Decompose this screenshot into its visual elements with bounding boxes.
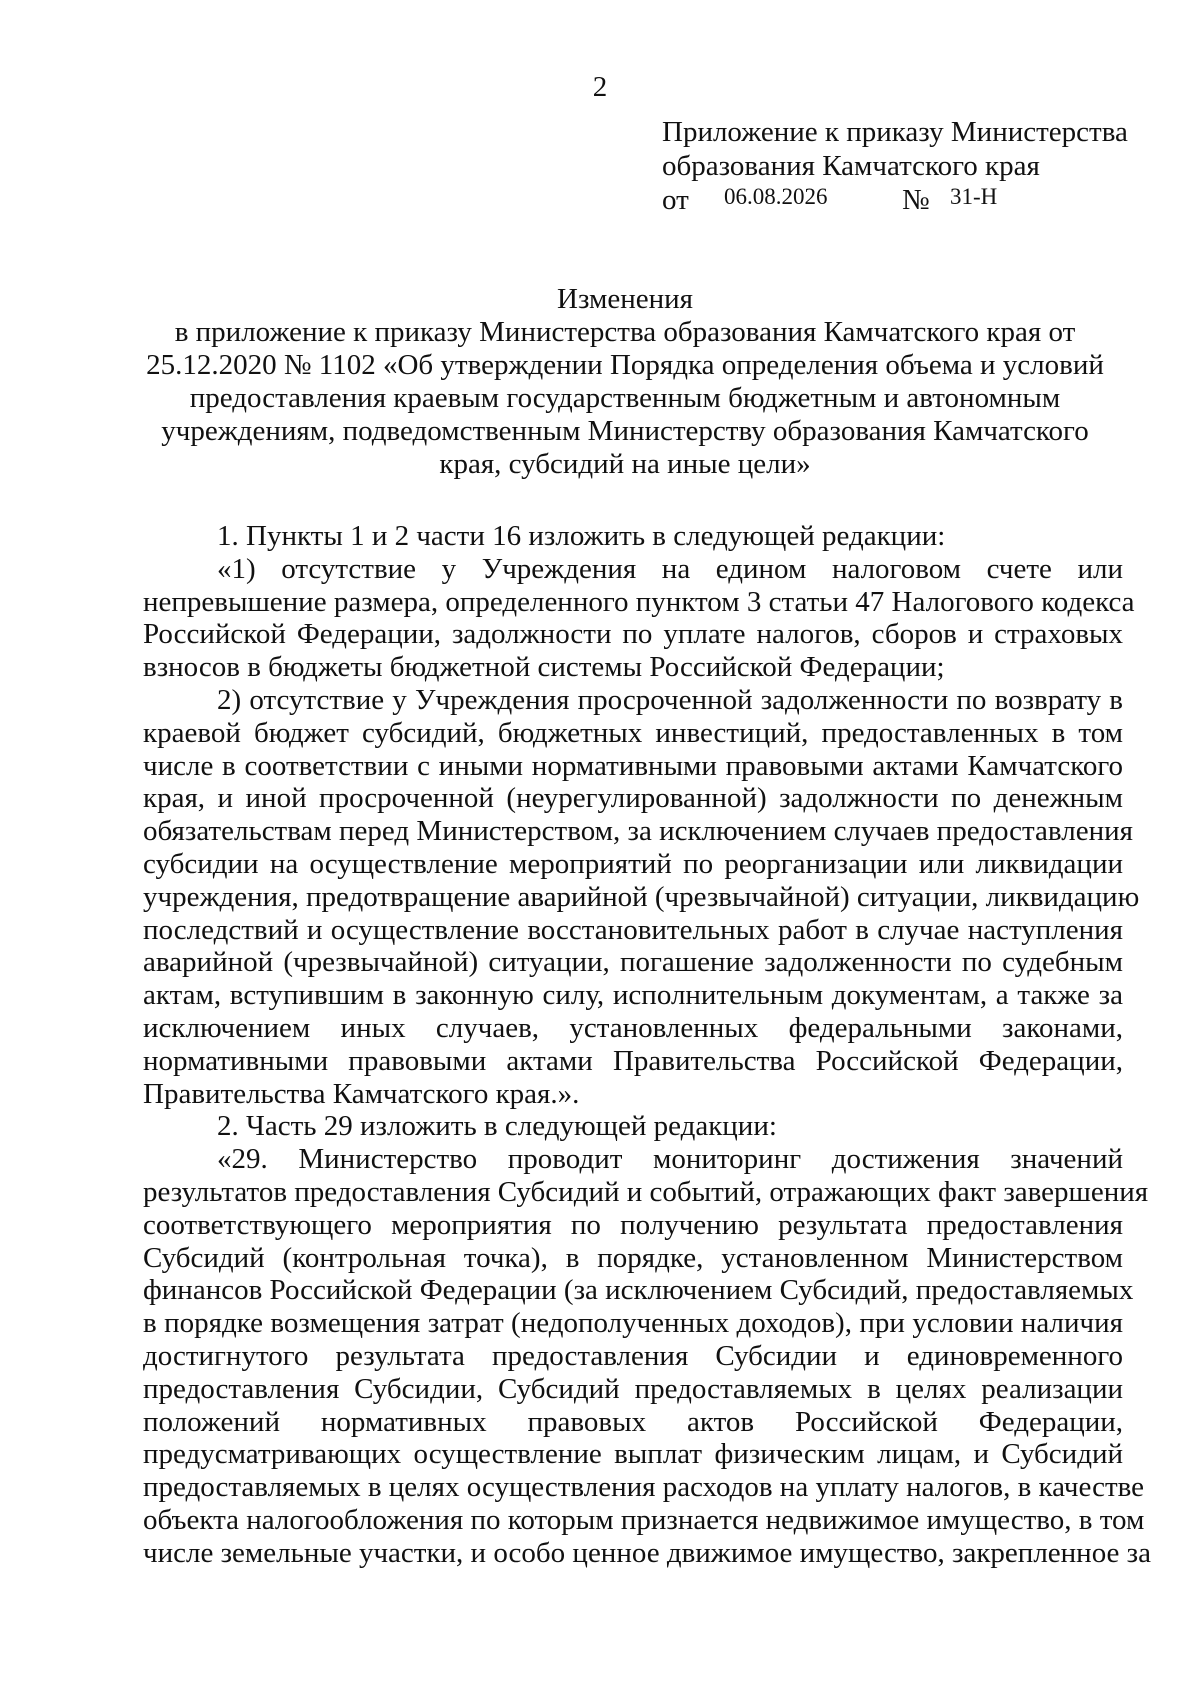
document-heading <box>130 283 1120 481</box>
order-number: 31-Н <box>950 184 998 209</box>
body-line: исключением иных случаев, установленных федеральными законами, <box>143 1011 1123 1044</box>
body-line: «29. Министерство проводит мониторинг достижения значений <box>217 1143 1123 1176</box>
appendix-line-1: Приложение к приказу Министерства <box>662 116 1128 148</box>
heading-title: Изменения <box>557 283 693 315</box>
body-line: учреждения, предотвращение аварийной (чрезвычайной) ситуации, ликвидацию <box>143 880 1140 913</box>
order-number-sign: № <box>902 184 930 216</box>
body-line: Российской Федерации, задолжности по уплате налогов, сборов и страховых <box>143 618 1123 651</box>
body-line: финансов Российской Федерации (за исключением Субсидий, предоставляемых <box>143 1274 1134 1307</box>
body-line: нормативными правовыми актами Правительства Российской Федерации, <box>143 1044 1123 1077</box>
heading-line: учреждениям, подведомственным Министерству образования Камчатского <box>161 415 1089 447</box>
heading-line: 25.12.2020 № 1102 «Об утверждении Порядка определения объема и условий <box>146 349 1104 381</box>
body-line: предусматривающих осуществление выплат физическим лицам, и Субсидий <box>143 1438 1123 1471</box>
heading-line: предоставления краевым государственным бюджетным и автономным <box>189 382 1061 414</box>
body-line: аварийной (чрезвычайной) ситуации, погашение задолженности по судебным <box>143 946 1123 979</box>
body-line: числе земельные участки, и особо ценное движимое имущество, закрепленное за <box>143 1536 1152 1569</box>
body-line: объекта налогообложения по которым признается недвижимое имущество, в том <box>143 1503 1145 1536</box>
body-line: 1. Пункты 1 и 2 части 16 изложить в следующей редакции: <box>217 520 946 552</box>
body-line: положений нормативных правовых актов Российской Федерации, <box>143 1405 1123 1438</box>
order-reference <box>662 183 1128 217</box>
body-line: непревышение размера, определенного пунктом 3 статьи 47 Налогового кодекса <box>143 585 1135 618</box>
body-line: достигнутого результата предоставления Субсидии и единовременного <box>143 1339 1123 1372</box>
page-number: 2 <box>592 71 608 103</box>
body-line: последствий и осуществление восстановительных работ в случае наступления <box>143 913 1123 946</box>
body-line: результатов предоставления Субсидий и событий, отражающих факт завершения <box>143 1175 1149 1208</box>
body-line: Субсидий (контрольная точка), в порядке, установленном Министерством <box>143 1241 1123 1274</box>
body-line: в порядке возмещения затрат (недополученных доходов), при условии наличия <box>143 1307 1123 1340</box>
body-line: 2) отсутствие у Учреждения просроченной задолженности по возврату в <box>217 683 1123 716</box>
body-line: предоставляемых в целях осуществления расходов на уплату налогов, в качестве <box>143 1471 1145 1504</box>
heading-line: края, субсидий на иные цели» <box>439 448 811 480</box>
body-line: «1) отсутствие у Учреждения на едином налоговом счете или <box>217 552 1123 585</box>
body-line: взносов в бюджеты бюджетной системы Российской Федерации; <box>143 651 945 684</box>
body-line: актам, вступившим в законную силу, исполнительным документам, а также за <box>143 979 1123 1012</box>
body-line: обязательствам перед Министерством, за исключением случаев предоставления <box>143 815 1133 848</box>
body-line: краевой бюджет субсидий, бюджетных инвестиций, предоставленных в том <box>143 716 1123 749</box>
body-line: предоставления Субсидии, Субсидий предоставляемых в целях реализации <box>143 1372 1123 1405</box>
body-line: края, и иной просроченной (неурегулированной) задолжности по денежным <box>143 782 1123 815</box>
body-line: 2. Часть 29 изложить в следующей редакции: <box>217 1110 777 1143</box>
order-date: 06.08.2026 <box>724 184 828 209</box>
body-line: субсидии на осуществление мероприятий по реорганизации или ликвидации <box>143 847 1123 880</box>
body-line: Правительства Камчатского края.». <box>143 1077 580 1110</box>
heading-line: в приложение к приказу Министерства образования Камчатского края от <box>174 316 1076 348</box>
body-line: числе в соответствии с иными нормативными правовыми актами Камчатского <box>143 749 1123 782</box>
appendix-line-2: образования Камчатского края <box>662 150 1040 182</box>
appendix-block <box>662 115 1128 217</box>
order-from-label: от <box>662 184 689 216</box>
document-body <box>143 520 1152 1570</box>
body-line: соответствующего мероприятия по получению результата предоставления <box>143 1208 1123 1241</box>
